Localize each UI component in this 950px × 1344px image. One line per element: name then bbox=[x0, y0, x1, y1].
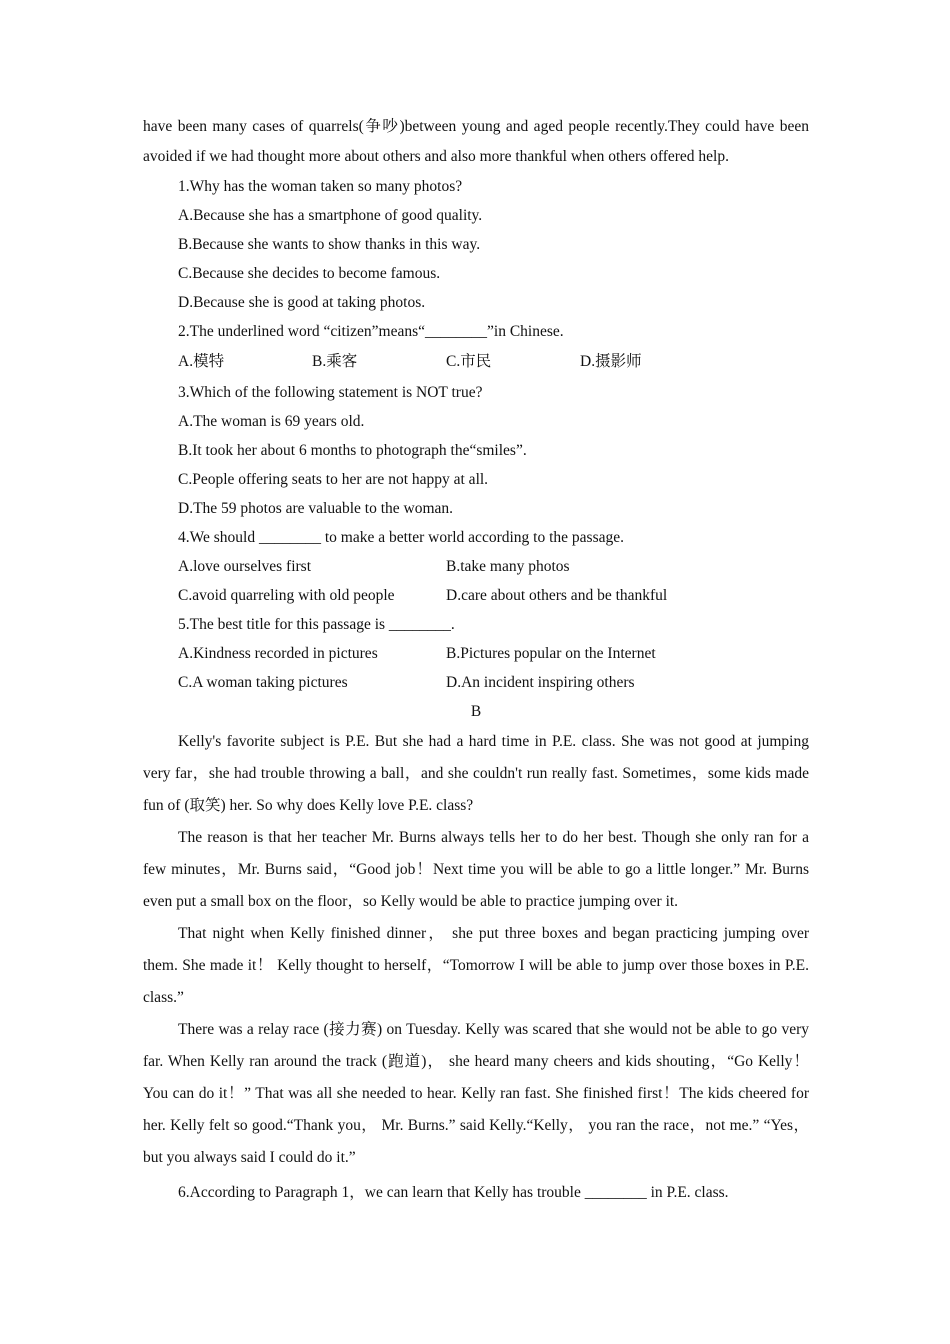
option: B.乘客 bbox=[312, 353, 358, 370]
option-row bbox=[143, 581, 809, 610]
option-row bbox=[143, 668, 809, 697]
question-stem: 5.The best title for this passage is ________. bbox=[178, 616, 455, 633]
option: D.The 59 photos are valuable to the woman. bbox=[178, 500, 454, 517]
option: A.Because she has a smartphone of good quality. bbox=[178, 207, 483, 224]
option: B.take many photos bbox=[446, 558, 570, 575]
option: A.love ourselves first bbox=[178, 558, 312, 575]
option: A.The woman is 69 years old. bbox=[178, 413, 365, 430]
option-row bbox=[143, 639, 809, 668]
question-3 bbox=[143, 378, 809, 523]
option: C.avoid quarreling with old people bbox=[178, 587, 395, 604]
option: C.People offering seats to her are not happy at all. bbox=[178, 471, 489, 488]
option: D.摄影师 bbox=[580, 353, 642, 370]
option: A.模特 bbox=[178, 353, 225, 370]
question-6-stem: 6.According to Paragraph 1，we can learn that Kelly has trouble ________ in P.E. class. bbox=[178, 1184, 729, 1201]
passage-paragraph: There was a relay race (接力赛) on Tuesday. Kelly was scared that she would not be able to go very far. When Kelly ran around the track (跑道)， she heard many cheers and kids shouting，“Go Kelly！You can do it！” That was all she needed to hear. Kelly ran fast. She finished first！The kids cheered for her. Kelly felt so good.“Thank you， Mr. Burns.” said Kelly.“Kelly， you ran the race，not me.” “Yes，but you always said I could do it.” bbox=[143, 1021, 809, 1166]
question-stem: 2.The underlined word “citizen”means“________”in Chinese. bbox=[178, 323, 564, 340]
question-5 bbox=[143, 610, 809, 697]
passage-a-ending: have been many cases of quarrels(争吵)between young and aged people recently.They could have been avoided if we had thought more about others and also more thankful when others offered help. bbox=[143, 118, 809, 165]
document-page bbox=[143, 112, 809, 1207]
question-stem: 4.We should ________ to make a better world according to the passage. bbox=[178, 529, 624, 546]
question-stem: 3.Which of the following statement is NOT true? bbox=[178, 384, 483, 401]
option: D.care about others and be thankful bbox=[446, 587, 668, 604]
passage-paragraph: Kelly's favorite subject is P.E. But she had a hard time in P.E. class. She was not good at jumping very far，she had trouble throwing a ball，and she couldn't run really fast. Sometimes，some kids made fun of (取笑) her. So why does Kelly love P.E. class? bbox=[143, 733, 809, 814]
section-b-title: B bbox=[470, 703, 482, 720]
option: C.A woman taking pictures bbox=[178, 674, 348, 691]
passage-paragraph: The reason is that her teacher Mr. Burns always tells her to do her best. Though she only ran for a few minutes，Mr. Burns said，“Good job！Next time you will be able to go a little longer.” Mr. Burns even put a small box on the floor，so Kelly would be able to practice jumping over it. bbox=[143, 829, 809, 910]
passage-paragraph: That night when Kelly finished dinner， she put three boxes and began practicing jumping over them. She made it！ Kelly thought to herself，“Tomorrow I will be able to jump over those boxes in P.E. class.” bbox=[143, 925, 809, 1006]
option: B.Pictures popular on the Internet bbox=[446, 645, 656, 662]
option-row bbox=[143, 552, 809, 581]
option: C.市民 bbox=[446, 353, 492, 370]
question-1 bbox=[143, 172, 809, 317]
question-stem: 1.Why has the woman taken so many photos? bbox=[178, 178, 463, 195]
question-2 bbox=[143, 317, 809, 378]
option: D.An incident inspiring others bbox=[446, 674, 635, 691]
option: C.Because she decides to become famous. bbox=[178, 265, 441, 282]
option: B.It took her about 6 months to photograph the“smiles”. bbox=[178, 442, 527, 459]
question-4 bbox=[143, 523, 809, 610]
option: A.Kindness recorded in pictures bbox=[178, 645, 378, 662]
passage-b bbox=[143, 726, 809, 1174]
option-row bbox=[143, 346, 809, 378]
option: D.Because she is good at taking photos. bbox=[178, 294, 426, 311]
option: B.Because she wants to show thanks in this way. bbox=[178, 236, 481, 253]
